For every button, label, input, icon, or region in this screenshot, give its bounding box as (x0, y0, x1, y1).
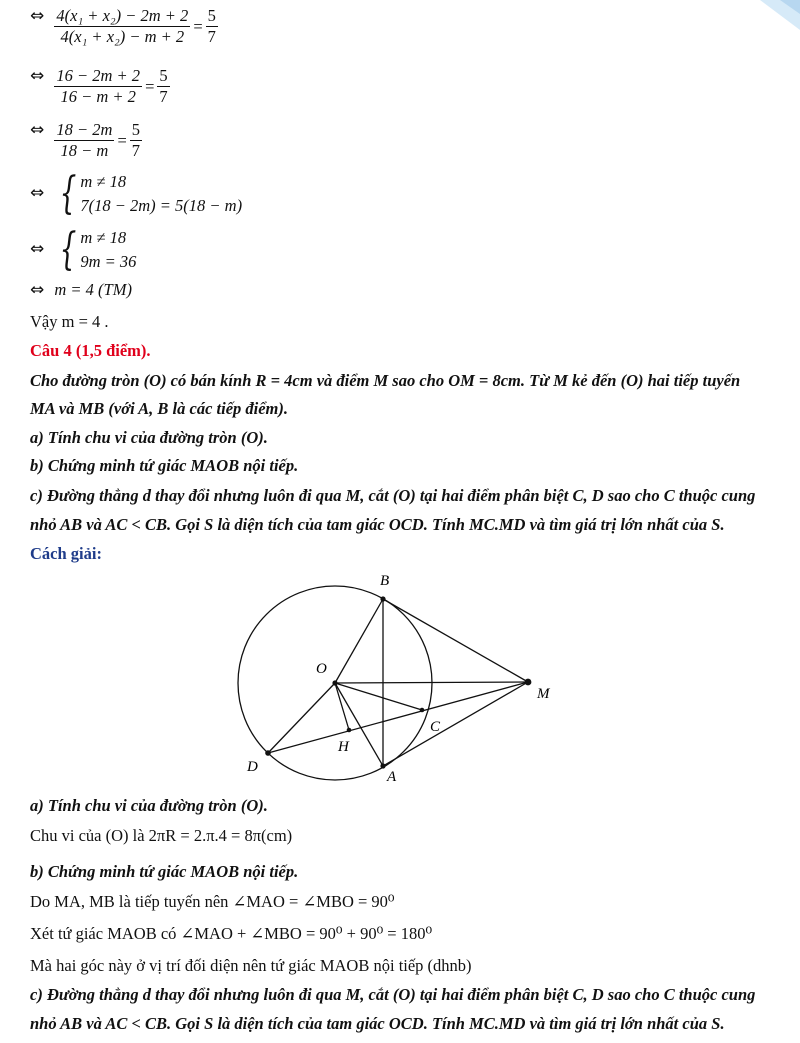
fraction-denominator: 16 − m + 2 (54, 86, 142, 107)
solution-heading: Cách giải: (30, 544, 102, 563)
fraction-denominator: 7 (131, 141, 140, 160)
segment-oh (335, 683, 349, 730)
point-o (332, 680, 337, 685)
fraction-denominator: 4(x₁ + x₂) − m + 2 (54, 26, 190, 47)
system-line: 9m = 36 (80, 252, 137, 271)
system-line: m ≠ 18 (80, 228, 127, 247)
point-m (525, 679, 532, 686)
point-b (380, 596, 385, 601)
segment-om (335, 682, 528, 683)
label-o: O (316, 661, 327, 677)
solution-part-c-title-line-2: nhỏ AB và AC < CB. Gọi S là diện tích của tam giác OCD. Tính MC.MD và tìm giá trị lớn nhất của S. (30, 1014, 725, 1033)
fraction-denominator: 18 − m (54, 140, 114, 161)
label-c: C (430, 719, 441, 735)
fraction-numerator: 4(x₁ + x₂) − 2m + 2 (56, 6, 189, 25)
segment-ob (335, 599, 383, 683)
label-a: A (387, 769, 397, 785)
segment-am (383, 682, 528, 766)
question-part-c-line-1: c) Đường thẳng d thay đổi nhưng luôn đi qua M, cắt (O) tại hai điểm phân biệt C, D sao cho C thuộc cung (30, 486, 756, 505)
label-d: D (247, 759, 258, 775)
fraction-denominator: 7 (207, 27, 216, 46)
geometry-figure (215, 566, 575, 791)
iff-symbol: ⇔ (30, 6, 45, 26)
solution-part-a-text: Chu vi của (O) là 2πR = 2.π.4 = 8π(cm) (30, 826, 293, 845)
point-d (265, 750, 271, 756)
question-heading: Câu 4 (1,5 điểm). (30, 341, 151, 360)
point-c (420, 708, 425, 713)
label-h: H (338, 739, 349, 755)
fraction-numerator: 5 (131, 120, 140, 139)
label-b: B (380, 573, 390, 589)
fraction-denominator: 7 (159, 87, 168, 106)
iff-symbol: ⇔ (30, 120, 45, 140)
equation-line-3: ⇔ $\frac{18 - 2m}{18 - m}$ = $\frac{5}{7}$ (30, 120, 140, 160)
iff-symbol: ⇔ (30, 280, 45, 300)
solution-part-a-title: a) Tính chu vi của đường tròn (O). (30, 796, 268, 815)
conclusion-text: Vậy m = 4 . (30, 312, 109, 331)
fraction-numerator: 5 (159, 66, 168, 85)
iff-symbol: ⇔ (30, 238, 45, 259)
equation-system-2: ⇔ { m ≠ 18 9m = 36 (30, 224, 137, 275)
fraction-numerator: 18 − 2m (56, 120, 113, 139)
system-line: m ≠ 18 (80, 172, 127, 191)
point-h (347, 728, 352, 733)
equation-line-1: ⇔ $\frac{\text{4(x₁ + x₂) − 2m + 2}}{\text{4(x₁ + x₂) − m + 2}}$ = $\frac{5}{7}$ (30, 6, 216, 46)
system-line: 7(18 − 2m) = 5(18 − m) (80, 196, 243, 215)
iff-symbol: ⇔ (30, 66, 45, 86)
equation-line-2: ⇔ $\frac{16 - 2m + 2}{16 - m + 2}$ = $\frac{5}{7}$ (30, 66, 168, 106)
segment-bm (383, 599, 528, 682)
question-part-c-line-2: nhỏ AB và AC < CB. Gọi S là diện tích của tam giác OCD. Tính MC.MD và tìm giá trị lớn nhất của S. (30, 515, 725, 534)
fraction-numerator: 5 (207, 6, 216, 25)
solution-part-b-line-3: Mà hai góc này ở vị trí đối diện nên tứ giác MAOB nội tiếp (dhnb) (30, 956, 472, 975)
solution-part-b-title: b) Chứng minh tứ giác MAOB nội tiếp. (30, 862, 299, 881)
solution-part-c-title-line-1: c) Đường thẳng d thay đổi nhưng luôn đi qua M, cắt (O) tại hai điểm phân biệt C, D sao cho C thuộc cung (30, 985, 756, 1004)
fraction-numerator: 16 − 2m + 2 (56, 66, 141, 85)
solution-part-b-line-1: Do MA, MB là tiếp tuyến nên ∠MAO = ∠MBO = 90⁰ (30, 892, 395, 911)
solution-part-b-line-2: Xét tứ giác MAOB có ∠MAO + ∠MBO = 90⁰ + 90⁰ = 180⁰ (30, 924, 433, 943)
question-paragraph-2: MA và MB (với A, B là các tiếp điểm). (30, 399, 289, 418)
question-part-b: b) Chứng minh tứ giác MAOB nội tiếp. (30, 456, 299, 475)
segment-dm (268, 682, 528, 753)
segment-od (268, 683, 335, 753)
label-m: M (537, 686, 550, 702)
equation-result (30, 280, 132, 300)
question-part-a: a) Tính chu vi của đường tròn (O). (30, 428, 268, 447)
corner-decoration (740, 0, 800, 40)
question-paragraph-1: Cho đường tròn (O) có bán kính R = 4cm và điểm M sao cho OM = 8cm. Từ M kẻ đến (O) hai tiếp tuyến (30, 371, 741, 390)
result-text: m = 4 (TM) (54, 280, 132, 299)
equation-system-1: ⇔ { m ≠ 18 7(18 − 2m) = 5(18 − m) (30, 168, 243, 219)
iff-symbol: ⇔ (30, 182, 45, 203)
point-a (380, 763, 385, 768)
